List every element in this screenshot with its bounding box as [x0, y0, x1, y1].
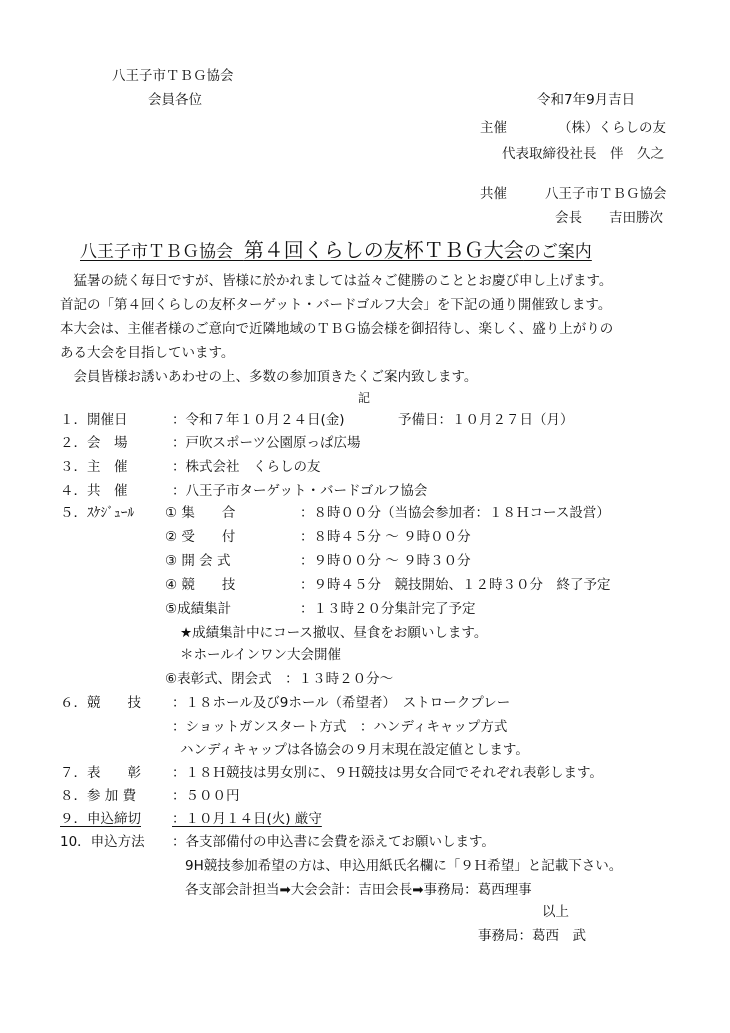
schedule-name: ⑤成績集計: [165, 601, 232, 617]
schedule-name: ② 受 付: [165, 529, 236, 545]
item-label-fee: ８．参 加 費: [60, 788, 137, 804]
host-org: （株）くらしの友: [558, 120, 666, 136]
host-label: 主催: [480, 120, 507, 136]
office-contact: 事務局：葛西 武: [478, 928, 586, 944]
schedule-time: ：８時００分（当協会参加者：１８Ｈコース設営）: [300, 505, 610, 521]
schedule-time: ：１３時２０分集計完了予定: [300, 601, 476, 617]
body-line: 本大会は、主催者様のご意向で近隣地域のＴＢＧ協会様を御招待し、楽しく、盛り上がりの: [60, 321, 614, 337]
item-value-competition-format: ：ショットガンスタート方式 ：ハンディキャップ方式: [172, 719, 508, 735]
item-value-application-flow: 各支部会計担当➡大会会計：吉田会長➡事務局：葛西理事: [185, 882, 532, 898]
item-value-cohost: ：八王子市ターゲット・バードゴルフ協会: [172, 483, 428, 499]
item-label-application: 10．申込方法: [60, 834, 145, 850]
body-line: 猛暑の続く毎日ですが、皆様に於かれましては益々ご健勝のこととお慶び申し上げます。: [60, 273, 613, 289]
schedule-name: ③ 開 会 式: [165, 553, 231, 569]
body-line: 会員皆様お誘いあわせの上、多数の参加頂きたくご案内致します。: [60, 369, 478, 385]
host-representative: 代表取締役社長 伴 久之: [502, 146, 664, 162]
page-title: [80, 240, 592, 261]
schedule-ceremony: ⑥表彰式、閉会式 ：１３時２０分～: [165, 671, 394, 687]
schedule-time: ：８時４５分 ～ ９時００分: [300, 529, 471, 545]
title-prefix: 八王子市ＴＢＧ協会: [80, 242, 233, 262]
item-label-cohost: ４．共 催: [60, 483, 128, 499]
title-main: 第４回くらしの友杯ＴＢＧ大会: [243, 238, 524, 262]
cohost-label: 共催: [480, 186, 507, 202]
ki-mark: 記: [358, 391, 371, 405]
item-value-fee: ：５００円: [172, 788, 240, 804]
item-value-application: ：各支部備付の申込書に会費を添えてお願いします。: [172, 834, 495, 850]
body-line: ある大会を目指しています。: [60, 345, 235, 361]
item-label-awards: ７．表 彰: [60, 765, 141, 781]
item-label-host: ３．主 催: [60, 459, 128, 475]
cohost-representative: 会長 吉田勝次: [555, 210, 663, 226]
item-label-venue: ２．会 場: [60, 435, 128, 451]
item-value-handicap-note: ハンディキャップは各協会の９月末現在設定値とします。: [180, 742, 529, 758]
body-line: 首記の「第４回くらしの友杯ターゲット・バードゴルフ大会」を下記の通り開催致します。: [60, 297, 612, 313]
item-value-competition: ：１８ホール及び9ホール（希望者） ストロークプレー: [172, 695, 511, 711]
item-label-schedule: ５．ｽｹｼﾞｭｰﾙ: [60, 505, 135, 521]
item-value-deadline: ：１０月１４日(火) 厳守: [172, 811, 322, 827]
item-label-competition: ６．競 技: [60, 695, 141, 711]
item-label-deadline: ９．申込締切: [60, 811, 141, 827]
schedule-note: ★成績集計中にコース撤収、昼食をお願いします。: [180, 625, 488, 641]
item-value-venue: ：戸吹スポーツ公園原っぱ広場: [172, 435, 361, 451]
schedule-name: ① 集 合: [165, 505, 236, 521]
addressee: 会員各位: [148, 92, 202, 108]
document-date: 令和7年9月吉日: [537, 92, 636, 108]
schedule-time: ：９時００分 ～ ９時３０分: [300, 553, 471, 569]
closing-mark: 以上: [542, 904, 569, 920]
title-suffix: のご案内: [523, 242, 592, 262]
item-value-reserve-date: 予備日：１０月２７日（月）: [398, 412, 574, 428]
schedule-time: ：９時４５分 競技開始、１２時３０分 終了予定: [300, 577, 611, 593]
schedule-name: ④ 競 技: [165, 577, 236, 593]
item-value-application-note: 9H競技参加希望の方は、申込用紙氏名欄に「９Ｈ希望」と記載下さい。: [185, 858, 623, 874]
schedule-note: ＊ホールインワン大会開催: [180, 647, 342, 663]
item-value-date: ：令和７年１０月２４日(金): [172, 412, 345, 428]
item-value-awards: ：１８Ｈ競技は男女別に、９Ｈ競技は男女合同でそれぞれ表彰します。: [172, 765, 603, 781]
item-value-host: ：株式会社 くらしの友: [172, 459, 321, 475]
addressee-org: 八王子市ＴＢＧ協会: [112, 68, 234, 84]
cohost-org: 八王子市ＴＢＧ協会: [545, 186, 667, 202]
item-label-date: １．開催日: [60, 412, 128, 428]
